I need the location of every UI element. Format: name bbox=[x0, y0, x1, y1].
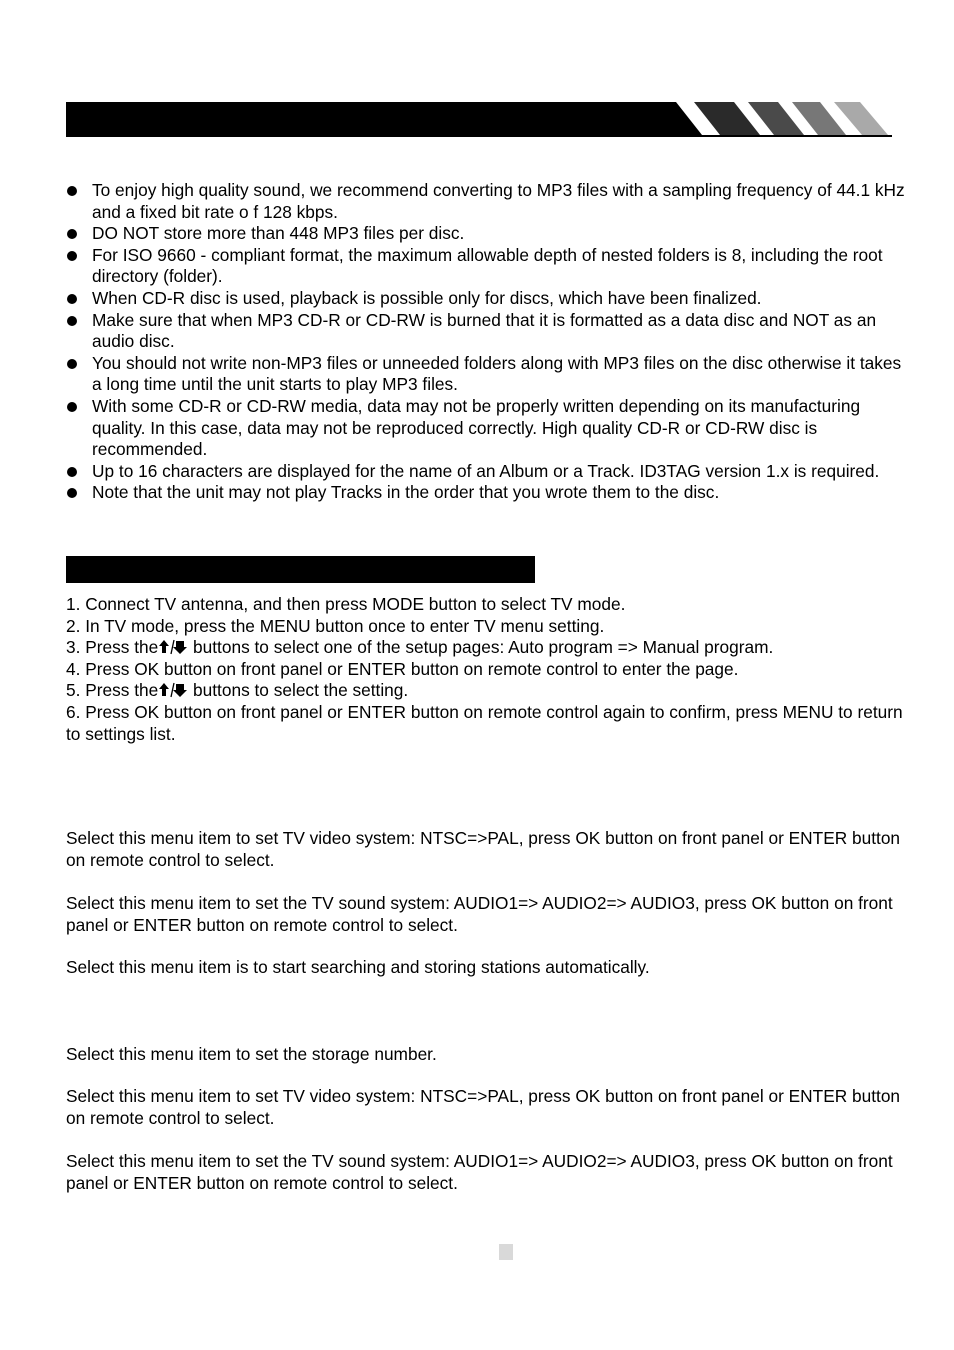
step-4: 4. Press OK button on front panel or ENTER button on remote control to enter the page. bbox=[66, 658, 739, 679]
manual-tv-system-text: Select this menu item to set TV video system: NTSC=>PAL, press OK button on front panel or ENTER button on remote control to select. bbox=[66, 1086, 901, 1128]
section-heading-bar bbox=[66, 556, 535, 583]
list-item: For ISO 9660 - compliant format, the maximum allowable depth of nested folders is 8, including the root directory (folder). bbox=[66, 245, 906, 288]
bullet-icon bbox=[67, 251, 77, 261]
step-3: 3. Press the buttons to select one of the setup pages: Auto program => Manual program. bbox=[66, 637, 774, 658]
tv-setup-steps bbox=[66, 594, 906, 745]
bullet-icon bbox=[67, 316, 77, 326]
manual-sound-system-text: Select this menu item to set the TV sound system: AUDIO1=> AUDIO2=> AUDIO3, press OK button on front panel or ENTER button on remote control to select. bbox=[66, 1151, 893, 1193]
list-item: Make sure that when MP3 CD-R or CD-RW is burned that it is formatted as a data disc and NOT as an audio disc. bbox=[66, 310, 906, 353]
list-item: You should not write non-MP3 files or unneeded folders along with MP3 files on the disc otherwise it takes a long time until the unit starts to play MP3 files. bbox=[66, 353, 906, 396]
list-item: Up to 16 characters are displayed for the name of an Album or a Track. ID3TAG version 1.x is required. bbox=[66, 461, 906, 483]
step-6: 6. Press OK button on front panel or ENTER button on remote control again to confirm, press MENU to return to settings list. bbox=[66, 701, 903, 744]
bullet-icon bbox=[67, 186, 77, 196]
mp3-notes-list bbox=[66, 180, 906, 504]
step-2: 2. In TV mode, press the MENU button once to enter TV menu setting. bbox=[66, 615, 605, 636]
step-5: 5. Press the buttons to select the setting. bbox=[66, 680, 409, 701]
auto-tv-system-text: Select this menu item to set TV video system: NTSC=>PAL, press OK button on front panel or ENTER button on remote control to select. bbox=[66, 828, 901, 870]
bullet-icon bbox=[67, 467, 77, 477]
list-item: DO NOT store more than 448 MP3 files per disc. bbox=[66, 223, 906, 245]
header-bar bbox=[66, 102, 892, 138]
list-item: With some CD-R or CD-RW media, data may not be properly written depending on its manufacturing quality. In this case, data may not be reproduced correctly. High quality CD-R or CD-RW disc is recommended. bbox=[66, 396, 906, 461]
step-1: 1. Connect TV antenna, and then press MODE button to select TV mode. bbox=[66, 594, 626, 614]
list-item: To enjoy high quality sound, we recommend converting to MP3 files with a sampling frequency of 44.1 kHz and a fixed bit rate o f 128 kbps. bbox=[66, 180, 906, 223]
manual-storage-text: Select this menu item to set the storage number. bbox=[66, 1044, 437, 1064]
bullet-icon bbox=[67, 359, 77, 369]
auto-search-text: Select this menu item is to start searching and storing stations automatically. bbox=[66, 957, 650, 977]
bullet-icon bbox=[67, 402, 77, 412]
page-number-marker bbox=[499, 1244, 513, 1260]
bullet-icon bbox=[67, 294, 77, 304]
bullet-icon bbox=[67, 229, 77, 239]
up-down-arrows-icon bbox=[158, 639, 188, 655]
up-down-arrows-icon bbox=[158, 682, 188, 698]
list-item: When CD-R disc is used, playback is possible only for discs, which have been finalized. bbox=[66, 288, 906, 310]
auto-sound-system-text: Select this menu item to set the TV sound system: AUDIO1=> AUDIO2=> AUDIO3, press OK button on front panel or ENTER button on remote control to select. bbox=[66, 893, 893, 935]
list-item: Note that the unit may not play Tracks in the order that you wrote them to the disc. bbox=[66, 482, 906, 504]
bullet-icon bbox=[67, 488, 77, 498]
